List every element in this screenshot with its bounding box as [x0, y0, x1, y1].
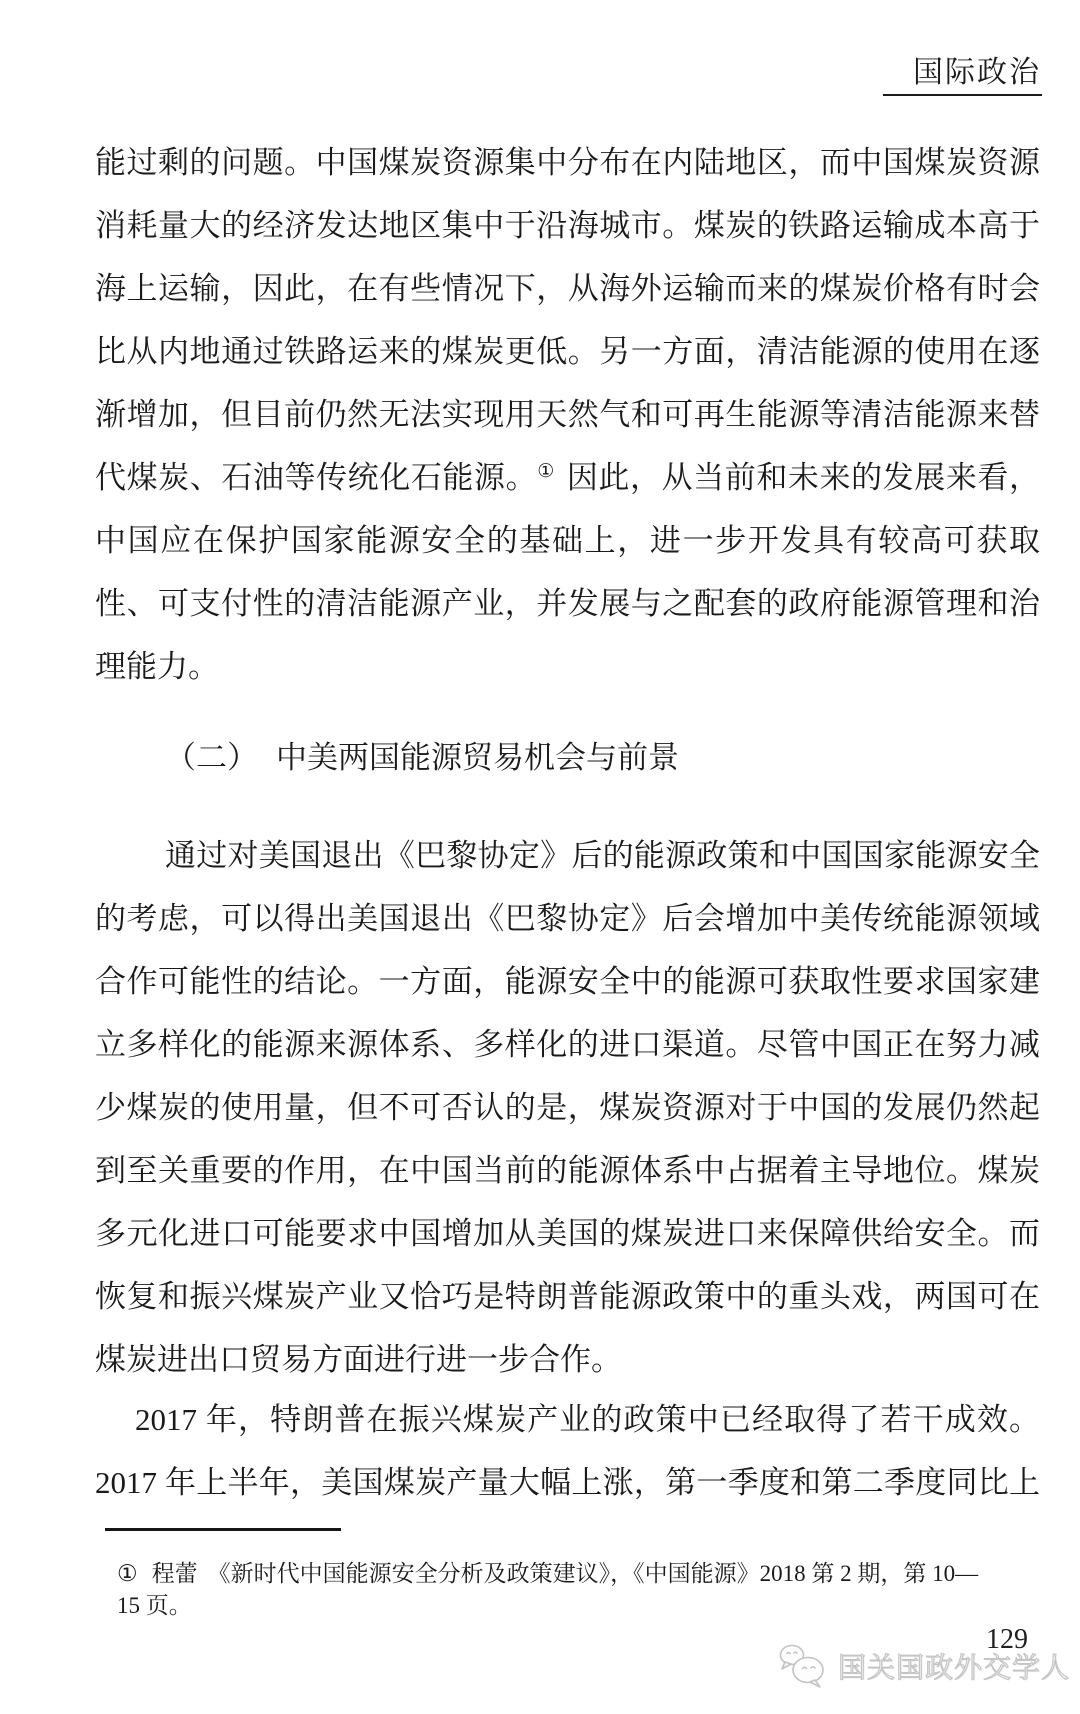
wechat-chat-bubbles-icon: [778, 1644, 830, 1688]
subheading-title: 中美两国能源贸易机会与前景: [276, 740, 679, 775]
text-line: 立多样化的能源来源体系、多样化的进口渠道。尽管中国正在努力减: [95, 1027, 1040, 1062]
text-line: 海上运输，因此，在有些情况下，从海外运输而来的煤炭价格有时会: [95, 271, 1040, 306]
running-head-label: 国际政治: [913, 56, 1041, 89]
text-line: 理能力。: [95, 649, 219, 684]
paragraph-2: [95, 824, 1040, 1391]
text-line: 多元化进口可能要求中国增加从美国的煤炭进口来保障供给安全。而: [95, 1216, 1040, 1251]
text-line: 到至关重要的作用，在中国当前的能源体系中占据着主导地位。煤炭: [95, 1153, 1040, 1188]
text-line: 少煤炭的使用量，但不可否认的是，煤炭资源对于中国的发展仍然起: [95, 1090, 1040, 1125]
paragraph-3: [95, 1388, 1040, 1514]
text-segment: 代煤炭、石油等传统化石能源。: [95, 460, 538, 495]
footnote-marker: ①: [117, 1561, 138, 1586]
footnote-text: 《新时代中国能源安全分析及政策建议》，《中国能源》2018 第 2 期，第 10—15 页。: [117, 1561, 979, 1618]
footnote-divider: [105, 1528, 341, 1531]
paragraph-1: [95, 131, 1040, 698]
text-segment: 因此，从当前和未来的发展来看，: [566, 460, 1040, 495]
text-line: 比从内地通过铁路运来的煤炭更低。另一方面，清洁能源的使用在逐: [95, 334, 1040, 369]
text-line: 合作可能性的结论。一方面，能源安全中的能源可获取性要求国家建: [95, 964, 1040, 999]
section-subheading: [95, 726, 1040, 789]
text-line: 通过对美国退出《巴黎协定》后的能源政策和中国国家能源安全: [165, 838, 1040, 873]
text-line-with-footnote-ref: [95, 446, 1040, 509]
text-line: 中国应在保护国家能源安全的基础上，进一步开发具有较高可获取: [95, 523, 1040, 558]
text-line: 的考虑，可以得出美国退出《巴黎协定》后会增加中美传统能源领域: [95, 901, 1040, 936]
text-line: 能过剩的问题。中国煤炭资源集中分布在内陆地区，而中国煤炭资源: [95, 145, 1040, 180]
text-line: 2017 年，特朗普在振兴煤炭产业的政策中已经取得了若干成效。: [135, 1402, 1040, 1437]
text-line: 消耗量大的经济发达地区集中于沿海城市。煤炭的铁路运输成本高于: [95, 208, 1040, 243]
subheading-number: （二）: [165, 740, 258, 775]
footnote: [117, 1558, 997, 1622]
text-line: 2017 年上半年，美国煤炭产量大幅上涨，第一季度和第二季度同比上: [95, 1465, 1040, 1500]
text-line: 恢复和振兴煤炭产业又恰巧是特朗普能源政策中的重头戏，两国可在: [95, 1279, 1040, 1314]
footnote-author: 程蕾: [151, 1561, 198, 1586]
page-number: 129: [986, 1624, 1028, 1655]
watermark-label: 国关国政外交学人: [838, 1653, 1071, 1684]
running-head: [883, 56, 1042, 96]
text-line: 渐增加，但目前仍然无法实现用天然气和可再生能源等清洁能源来替: [95, 397, 1040, 432]
text-line: 煤炭进出口贸易方面进行进一步合作。: [95, 1342, 622, 1377]
text-line: 性、可支付性的清洁能源产业，并发展与之配套的政府能源管理和治: [95, 586, 1040, 621]
footnote-ref-marker: ①: [537, 461, 555, 482]
